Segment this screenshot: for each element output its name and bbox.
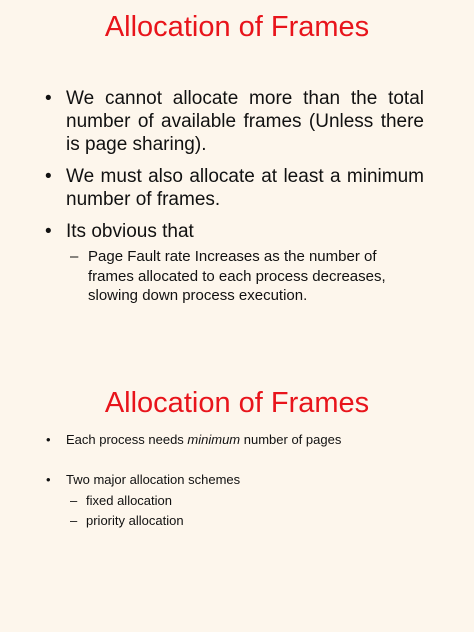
list-item bbox=[42, 431, 432, 449]
bullet-text-part: number of pages bbox=[240, 432, 342, 447]
dash-icon: – bbox=[70, 493, 78, 508]
bullet-icon: • bbox=[45, 221, 52, 242]
bullet-text-part: Each process needs bbox=[66, 432, 188, 447]
sub-list-item bbox=[66, 511, 432, 531]
bullet-text: Two major allocation schemes bbox=[66, 472, 241, 487]
bullet-text: Its obvious that bbox=[66, 221, 194, 242]
bullet-icon: • bbox=[45, 88, 52, 109]
slide-1-title: Allocation of Frames bbox=[104, 11, 370, 43]
bullet-icon: • bbox=[46, 472, 51, 487]
slide-2-bullet-list bbox=[42, 431, 432, 553]
slide-1-bullet-list bbox=[40, 87, 424, 315]
sub-bullet-text: fixed allocation bbox=[86, 493, 172, 508]
slide-2-title: Allocation of Frames bbox=[104, 387, 370, 419]
sub-bullet-text: priority allocation bbox=[86, 513, 184, 528]
sub-list-item bbox=[66, 491, 432, 511]
dash-icon: – bbox=[70, 513, 78, 528]
sub-bullet-text: Page Fault rate Increases as the number of frames allocated to each process decreases, slowing down process execution. bbox=[88, 248, 386, 304]
list-item bbox=[42, 471, 432, 531]
list-item bbox=[40, 165, 424, 211]
emphasized-word: minimum bbox=[187, 432, 241, 447]
sub-bullet-list bbox=[66, 491, 432, 531]
bullet-text: We must also allocate at least a minimum number of frames. bbox=[66, 166, 424, 210]
sub-bullet-list bbox=[66, 247, 424, 306]
dash-icon: – bbox=[70, 248, 79, 265]
bullet-text: We cannot allocate more than the total number of available frames (Unless there is page sharing). bbox=[66, 88, 424, 155]
slide-2 bbox=[0, 316, 474, 632]
list-item bbox=[40, 87, 424, 156]
bullet-icon: • bbox=[46, 432, 51, 447]
list-item bbox=[40, 220, 424, 306]
sub-list-item bbox=[66, 247, 424, 306]
bullet-icon: • bbox=[45, 166, 52, 187]
